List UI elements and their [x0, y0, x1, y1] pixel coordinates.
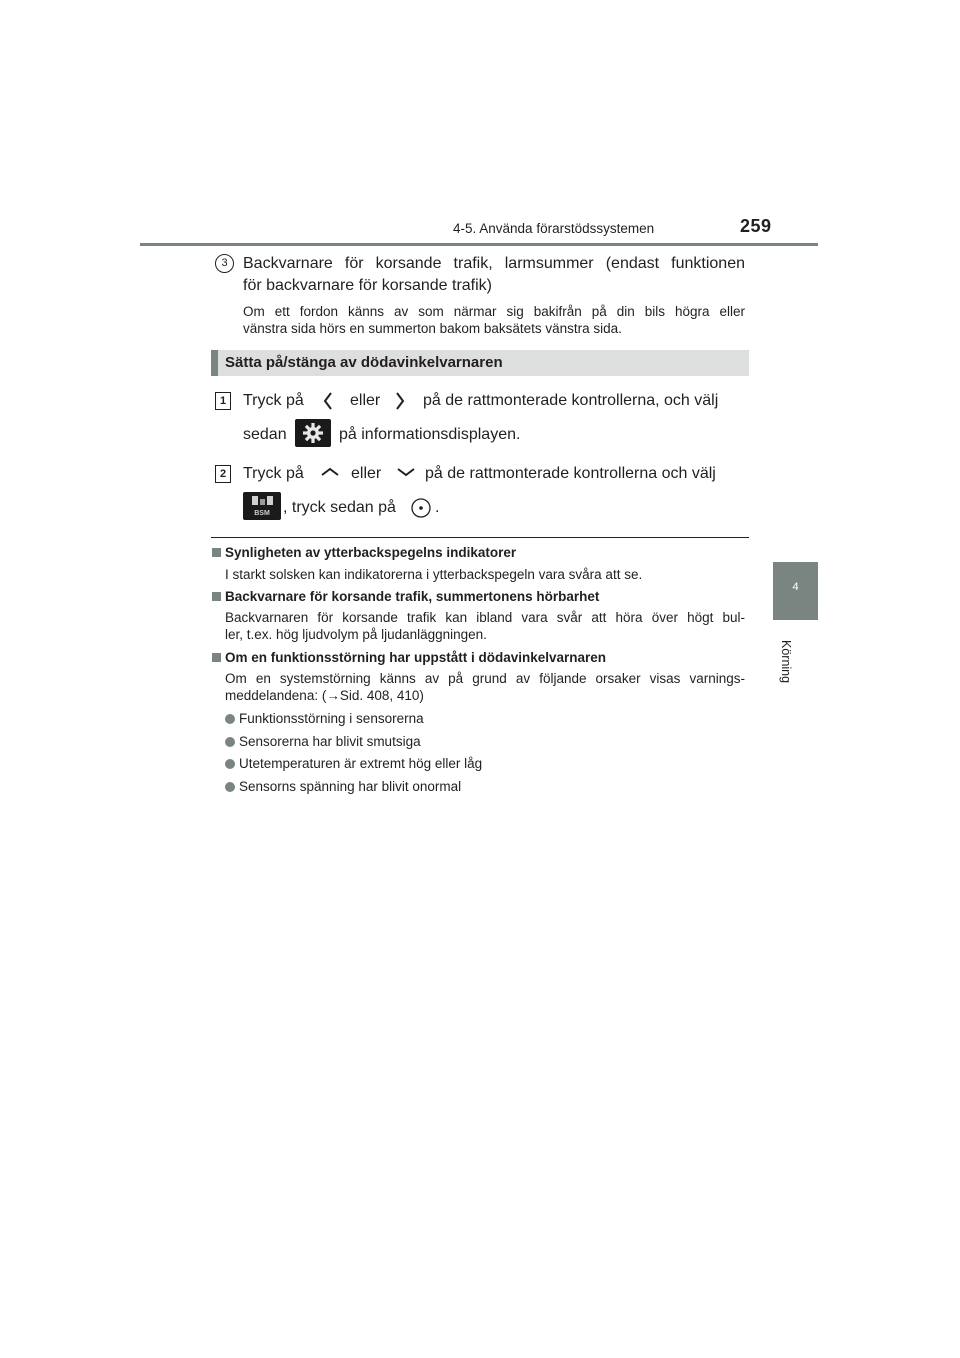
header-rule: [140, 243, 818, 246]
bullet-3-dot: [225, 759, 235, 769]
step-2-text-b: eller: [351, 465, 382, 482]
bullet-4-dot: [225, 782, 235, 792]
step-2-text-a: Tryck på: [243, 465, 304, 482]
bullet-1-dot: [225, 714, 235, 724]
item-3-number: 3: [215, 254, 234, 273]
settings-gear-icon: [295, 419, 331, 447]
note-2-bullet: [212, 592, 221, 601]
section-heading: Sätta på/stänga av dödavinkelvarnaren: [225, 354, 503, 371]
bullet-1-text: Funktionsstörning i sensorerna: [239, 711, 424, 726]
section-heading-bar: [211, 350, 749, 376]
note-1-bullet: [212, 548, 221, 557]
step-1-text-c: på de rattmonterade kontrollerna, och välj: [423, 392, 719, 409]
step-1-text-e: på informationsdisplayen.: [339, 426, 521, 443]
step-1-text-a: Tryck på: [243, 392, 304, 409]
note-2-line1: Backvarnaren för korsande trafik kan ibland vara svår att höra över högt bul-: [225, 610, 745, 625]
step-2-text-c: på de rattmonterade kontrollerna och välj: [425, 465, 716, 482]
page-number: 259: [740, 216, 772, 236]
bsm-function-icon: [243, 492, 281, 520]
note-2-line2: ler, t.ex. hög ljudvolym på ljudanläggningen.: [225, 627, 487, 642]
step-1-text-b: eller: [350, 392, 381, 409]
note-3-line1: Om en systemstörning känns av på grund av följande orsaker visas varnings-: [225, 671, 745, 686]
enter-button-icon: [409, 497, 433, 519]
chevron-down-icon: [395, 466, 417, 478]
bsm-icon-text: BSM: [254, 510, 270, 517]
chevron-right-icon: [394, 391, 406, 411]
section-title: 4-5. Använda förarstödssystemen: [453, 221, 655, 236]
step-2-text-d: , tryck sedan på: [283, 499, 396, 516]
chevron-up-icon: [319, 466, 341, 478]
notes-divider: [211, 537, 749, 538]
step-2-text-e: .: [435, 499, 440, 516]
step-1-number: 1: [215, 392, 231, 410]
bullet-2-text: Sensorerna har blivit smutsiga: [239, 734, 421, 749]
item-3-desc-line2: vänstra sida hörs en summerton bakom baksätets vänstra sida.: [243, 321, 622, 336]
item-3-title-line2: för backvarnare för korsande trafik): [243, 277, 492, 294]
chapter-tab-label: Körning: [779, 640, 793, 684]
note-2-title: Backvarnare för korsande trafik, summertonens hörbarhet: [225, 589, 600, 604]
note-1-line1: I starkt solsken kan indikatorerna i ytterbackspegeln vara svåra att se.: [225, 567, 643, 582]
step-2-number: 2: [215, 465, 231, 483]
item-3-title-line1: Backvarnare för korsande trafik, larmsummer (endast funktionen: [243, 255, 745, 272]
note-3-line2: meddelandena: (→Sid. 408, 410): [225, 688, 424, 703]
note-1-title: Synligheten av ytterbackspegelns indikatorer: [225, 545, 517, 560]
chapter-tab: [773, 562, 818, 620]
chapter-tab-number: 4: [792, 581, 799, 593]
item-3-desc-line1: Om ett fordon känns av som närmar sig bakifrån på din bils högra eller: [243, 304, 745, 319]
bullet-3-text: Utetemperaturen är extremt hög eller låg: [239, 756, 483, 771]
step-1-text-d: sedan: [243, 426, 287, 443]
bullet-4-text: Sensorns spänning har blivit onormal: [239, 779, 462, 794]
section-heading-accent: [211, 350, 218, 376]
note-3-bullet: [212, 653, 221, 662]
bullet-2-dot: [225, 737, 235, 747]
note-3-title: Om en funktionsstörning har uppstått i dödavinkelvarnaren: [225, 650, 607, 665]
chevron-left-icon: [322, 391, 334, 411]
